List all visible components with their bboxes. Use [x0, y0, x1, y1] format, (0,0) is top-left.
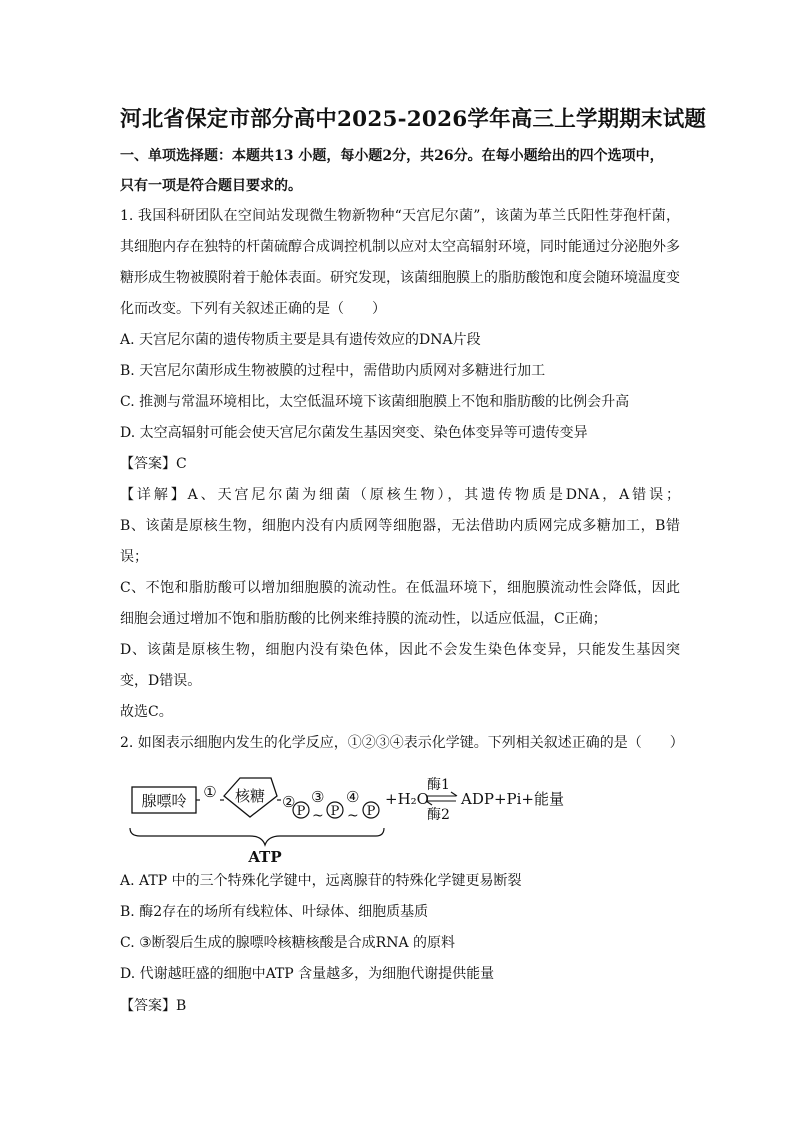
q1-stem-line: 其细胞内存在独特的杆菌硫醇合成调控机制以应对太空高辐射环境，同时能通过分泌胞外多 [120, 239, 680, 255]
q2-option-a: A. ATP 中的三个特殊化学键中，远离腺苷的特殊化学键更易断裂 [120, 873, 522, 889]
q2-stem: 2. 如图表示细胞内发生的化学反应，①②③④表示化学键。下列相关叙述正确的是（ ） [120, 735, 684, 751]
phosphate-label: P [296, 804, 306, 819]
q1-answer: 【答案】C [120, 456, 187, 472]
q1-analysis-line: 变，D错误。 [120, 673, 202, 689]
q2-option-c: C. ③断裂后生成的腺嘌呤核糖核酸是合成RNA 的原料 [120, 935, 456, 951]
q1-stem-line: 1. 我国科研团队在空间站发现微生物新物种“天宫尼尔菌”，该菌为革兰氏阳性芽孢杆菌， [120, 208, 680, 224]
bond-4-label: ④ [346, 788, 360, 806]
adenine-label: 腺嘌呤 [141, 792, 187, 810]
phosphate-label: P [330, 804, 340, 819]
q1-option-d: D. 太空高辐射可能会使天宫尼尔菌发生基因突变、染色体变异等可遗传变异 [120, 425, 588, 441]
enzyme-1-label: 酶1 [427, 777, 450, 793]
atp-brace [130, 828, 384, 845]
section-heading-line2: 只有一项是符合题目要求的。 [120, 178, 302, 194]
enzyme-2-label: 酶2 [427, 807, 450, 823]
q1-analysis-line: C、不饱和脂肪酸可以增加细胞膜的流动性。在低温环境下，细胞膜流动性会降低，因此 [120, 580, 680, 596]
atp-label: ATP [248, 848, 282, 866]
q1-stem-line: 化而改变。下列有关叙述正确的是（ ） [120, 301, 386, 317]
q1-analysis-line: B、该菌是原核生物，细胞内没有内质网等细胞器，无法借助内质网完成多糖加工，B错 [120, 518, 680, 534]
bond-3-label: ③ [311, 788, 325, 806]
tilde-symbol: ~ [347, 808, 359, 824]
q2-option-d: D. 代谢越旺盛的细胞中ATP 含量越多，为细胞代谢提供能量 [120, 966, 495, 982]
q1-analysis-line: 细胞会通过增加不饱和脂肪酸的比例来维持膜的流动性，以适应低温，C正确； [120, 611, 607, 627]
page-title: 河北省保定市部分高中2025-2026学年高三上学期期末试题 [120, 107, 707, 132]
q1-analysis-line: 误； [120, 549, 148, 565]
ribose-label: 核糖 [234, 787, 266, 805]
q2-option-b: B. 酶2存在的场所有线粒体、叶绿体、细胞质基质 [120, 904, 429, 920]
water-label: +H₂O [385, 790, 429, 808]
tilde-symbol: ~ [312, 808, 324, 824]
bond-2-label: ② [282, 793, 296, 811]
bond-1-label: ① [203, 783, 217, 801]
products-label: ADP+Pi+能量 [461, 790, 564, 808]
q1-option-b: B. 天宫尼尔菌形成生物被膜的过程中，需借助内质网对多糖进行加工 [120, 363, 546, 379]
atp-reaction-diagram [120, 770, 590, 870]
section-heading-line1: 一、单项选择题：本题共13 小题，每小题2分，共26分。在每小题给出的四个选项中， [120, 148, 664, 164]
q1-analysis-line: 故选C。 [120, 704, 173, 720]
q1-analysis-line: 【详解】A、天宫尼尔菌为细菌（原核生物），其遗传物质是DNA，A错误； [120, 487, 680, 503]
q1-stem-line: 糖形成生物被膜附着于舱体表面。研究发现，该菌细胞膜上的脂肪酸饱和度会随环境温度变 [120, 270, 680, 286]
q1-option-c: C. 推测与常温环境相比，太空低温环境下该菌细胞膜上不饱和脂肪酸的比例会升高 [120, 394, 630, 410]
q1-option-a: A. 天宫尼尔菌的遗传物质主要是具有遗传效应的DNA片段 [120, 332, 481, 348]
phosphate-label: P [366, 804, 376, 819]
q2-answer: 【答案】B [120, 998, 187, 1014]
q1-analysis-line: D、该菌是原核生物，细胞内没有染色体，因此不会发生染色体变异，只能发生基因突 [120, 642, 680, 658]
